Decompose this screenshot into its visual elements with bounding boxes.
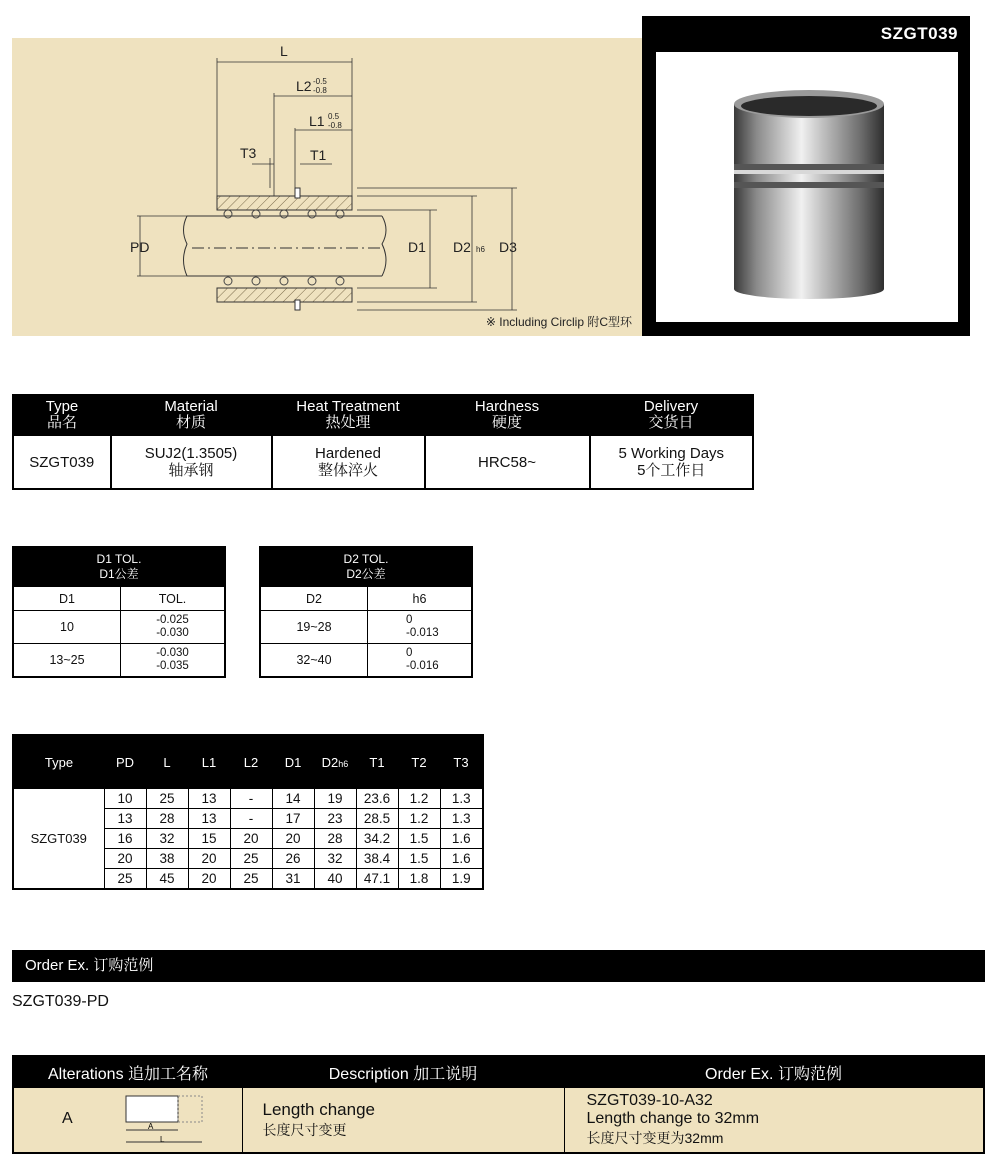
alt-header-order-ex: Order Ex. 订购范例 bbox=[564, 1056, 984, 1088]
cell: 20 bbox=[230, 829, 272, 849]
cell: 23.6 bbox=[356, 789, 398, 809]
dims-header-type: Type bbox=[13, 735, 104, 789]
cell: - bbox=[230, 809, 272, 829]
label-D2-sub: h6 bbox=[476, 245, 485, 254]
d2-tol-col-h6: h6 bbox=[368, 587, 473, 611]
cell: 25 bbox=[146, 789, 188, 809]
bushing-wall-bottom bbox=[217, 288, 352, 302]
cell: 25 bbox=[230, 869, 272, 890]
cell: 25 bbox=[230, 849, 272, 869]
spec-header-heat-treatment: Heat Treatment 热处理 bbox=[272, 395, 425, 435]
cell: 47.1 bbox=[356, 869, 398, 890]
d2-tol-value: 0 -0.016 bbox=[368, 644, 473, 678]
dims-header-t1: T1 bbox=[356, 735, 398, 789]
cell: 19 bbox=[314, 789, 356, 809]
length-change-sketch bbox=[122, 1092, 212, 1148]
label-L1-tol-upper: 0.5 bbox=[328, 112, 340, 121]
cell: 32 bbox=[314, 849, 356, 869]
cell: 28 bbox=[314, 829, 356, 849]
d1-tol-range: 10 bbox=[13, 611, 121, 644]
cell: 13 bbox=[104, 809, 146, 829]
label-PD: PD bbox=[130, 239, 150, 255]
cell: 45 bbox=[146, 869, 188, 890]
d1-tol-value: -0.030 -0.035 bbox=[121, 644, 226, 678]
spec-header-material: Material 材质 bbox=[111, 395, 272, 435]
spec-delivery-value: 5 Working Days 5个工作日 bbox=[590, 435, 754, 489]
alt-desc-cn: 长度尺寸变更 bbox=[262, 1122, 347, 1138]
label-L2: L2 bbox=[296, 78, 312, 94]
dims-type-value: SZGT039 bbox=[13, 789, 104, 890]
cell: 28.5 bbox=[356, 809, 398, 829]
cell: 26 bbox=[272, 849, 314, 869]
cell: 1.6 bbox=[440, 849, 483, 869]
alt-order-cell bbox=[564, 1088, 984, 1154]
spec-heat-treatment-value: Hardened 整体淬火 bbox=[272, 435, 425, 489]
dims-header-l2: L2 bbox=[230, 735, 272, 789]
cell: 13 bbox=[188, 809, 230, 829]
cell: 1.9 bbox=[440, 869, 483, 890]
product-photo-panel bbox=[642, 16, 970, 336]
cell: 1.5 bbox=[398, 849, 440, 869]
alterations-table bbox=[12, 1055, 985, 1154]
cell: 38 bbox=[146, 849, 188, 869]
cell: 20 bbox=[188, 849, 230, 869]
cell: 40 bbox=[314, 869, 356, 890]
label-L: L bbox=[280, 43, 288, 59]
table-row bbox=[13, 789, 483, 809]
d1-tol-value: -0.025 -0.030 bbox=[121, 611, 226, 644]
cell: 23 bbox=[314, 809, 356, 829]
bushing-illustration bbox=[656, 52, 958, 322]
order-example-code: SZGT039-PD bbox=[12, 993, 109, 1010]
dims-header-l1: L1 bbox=[188, 735, 230, 789]
label-D1: D1 bbox=[408, 239, 426, 255]
d2-tolerance-table bbox=[259, 546, 473, 678]
spec-type-value: SZGT039 bbox=[13, 435, 111, 489]
sketch-label-a: A bbox=[148, 1122, 154, 1131]
product-code-label: SZGT039 bbox=[880, 24, 958, 43]
dims-header-d1: D1 bbox=[272, 735, 314, 789]
cell: 1.6 bbox=[440, 829, 483, 849]
dims-header-l: L bbox=[146, 735, 188, 789]
cell: 16 bbox=[104, 829, 146, 849]
alt-order-code: SZGT039-10-A32 bbox=[586, 1092, 713, 1109]
cell: 34.2 bbox=[356, 829, 398, 849]
d2-tol-range: 32~40 bbox=[260, 644, 368, 678]
spec-header-delivery: Delivery 交货日 bbox=[590, 395, 754, 435]
product-photo bbox=[656, 52, 958, 322]
label-D2: D2 bbox=[453, 239, 471, 255]
cell: 32 bbox=[146, 829, 188, 849]
technical-drawing-panel bbox=[12, 38, 642, 336]
cell: 14 bbox=[272, 789, 314, 809]
spec-header-hardness: Hardness 硬度 bbox=[425, 395, 590, 435]
cell: - bbox=[230, 789, 272, 809]
alt-order-cn: 长度尺寸变更为32mm bbox=[586, 1130, 724, 1146]
cell: 31 bbox=[272, 869, 314, 890]
dims-header-pd: PD bbox=[104, 735, 146, 789]
alt-description-cell bbox=[242, 1088, 564, 1154]
alt-desc-en: Length change bbox=[262, 1100, 375, 1119]
label-L2-tol-upper: -0.5 bbox=[313, 77, 327, 86]
d1-tol-col-d1: D1 bbox=[13, 587, 121, 611]
cell: 13 bbox=[188, 789, 230, 809]
d2-tol-title: D2 TOL. D2公差 bbox=[260, 547, 472, 587]
d2-tol-col-d2: D2 bbox=[260, 587, 368, 611]
bushing-cross-section-drawing bbox=[12, 38, 642, 336]
d2-tol-range: 19~28 bbox=[260, 611, 368, 644]
cell: 20 bbox=[272, 829, 314, 849]
label-L2-tol-lower: -0.8 bbox=[313, 86, 327, 95]
bushing-wall-top bbox=[217, 196, 352, 210]
label-T1: T1 bbox=[310, 147, 327, 163]
alt-code-cell bbox=[13, 1088, 242, 1154]
cell: 38.4 bbox=[356, 849, 398, 869]
cell: 1.2 bbox=[398, 809, 440, 829]
dimension-table bbox=[12, 734, 484, 890]
dims-header-d2: D2h6 bbox=[314, 735, 356, 789]
cell: 1.3 bbox=[440, 809, 483, 829]
alt-header-alterations: Alterations 追加工名称 bbox=[13, 1056, 242, 1088]
cell: 25 bbox=[104, 869, 146, 890]
spec-hardness-value: HRC58~ bbox=[425, 435, 590, 489]
label-D3: D3 bbox=[499, 239, 517, 255]
cell: 15 bbox=[188, 829, 230, 849]
circlip-note: ※ Including Circlip 附C型环 bbox=[485, 315, 632, 329]
label-L1: L1 bbox=[309, 113, 325, 129]
cell: 28 bbox=[146, 809, 188, 829]
cell: 17 bbox=[272, 809, 314, 829]
cell: 1.2 bbox=[398, 789, 440, 809]
cell: 20 bbox=[104, 849, 146, 869]
dims-header-t2: T2 bbox=[398, 735, 440, 789]
cell: 10 bbox=[104, 789, 146, 809]
d1-tol-title: D1 TOL. D1公差 bbox=[13, 547, 225, 587]
spec-header-type: Type 品名 bbox=[13, 395, 111, 435]
d1-tol-col-tol: TOL. bbox=[121, 587, 226, 611]
spec-table bbox=[12, 394, 754, 490]
d1-tol-range: 13~25 bbox=[13, 644, 121, 678]
sketch-label-l: L bbox=[160, 1135, 165, 1144]
d2-tol-value: 0 -0.013 bbox=[368, 611, 473, 644]
dims-header-t3: T3 bbox=[440, 735, 483, 789]
cell: 1.5 bbox=[398, 829, 440, 849]
alt-header-description: Description 加工说明 bbox=[242, 1056, 564, 1088]
cell: 20 bbox=[188, 869, 230, 890]
spec-material-value: SUJ2(1.3505) 轴承钢 bbox=[111, 435, 272, 489]
alt-order-en: Length change to 32mm bbox=[586, 1110, 760, 1127]
order-example-bar: Order Ex. 订购范例 bbox=[12, 950, 985, 982]
cell: 1.8 bbox=[398, 869, 440, 890]
alt-code: A bbox=[62, 1110, 73, 1127]
label-L1-tol-lower: -0.8 bbox=[328, 121, 342, 130]
cell: 1.3 bbox=[440, 789, 483, 809]
d1-tolerance-table bbox=[12, 546, 226, 678]
label-T3: T3 bbox=[240, 145, 257, 161]
